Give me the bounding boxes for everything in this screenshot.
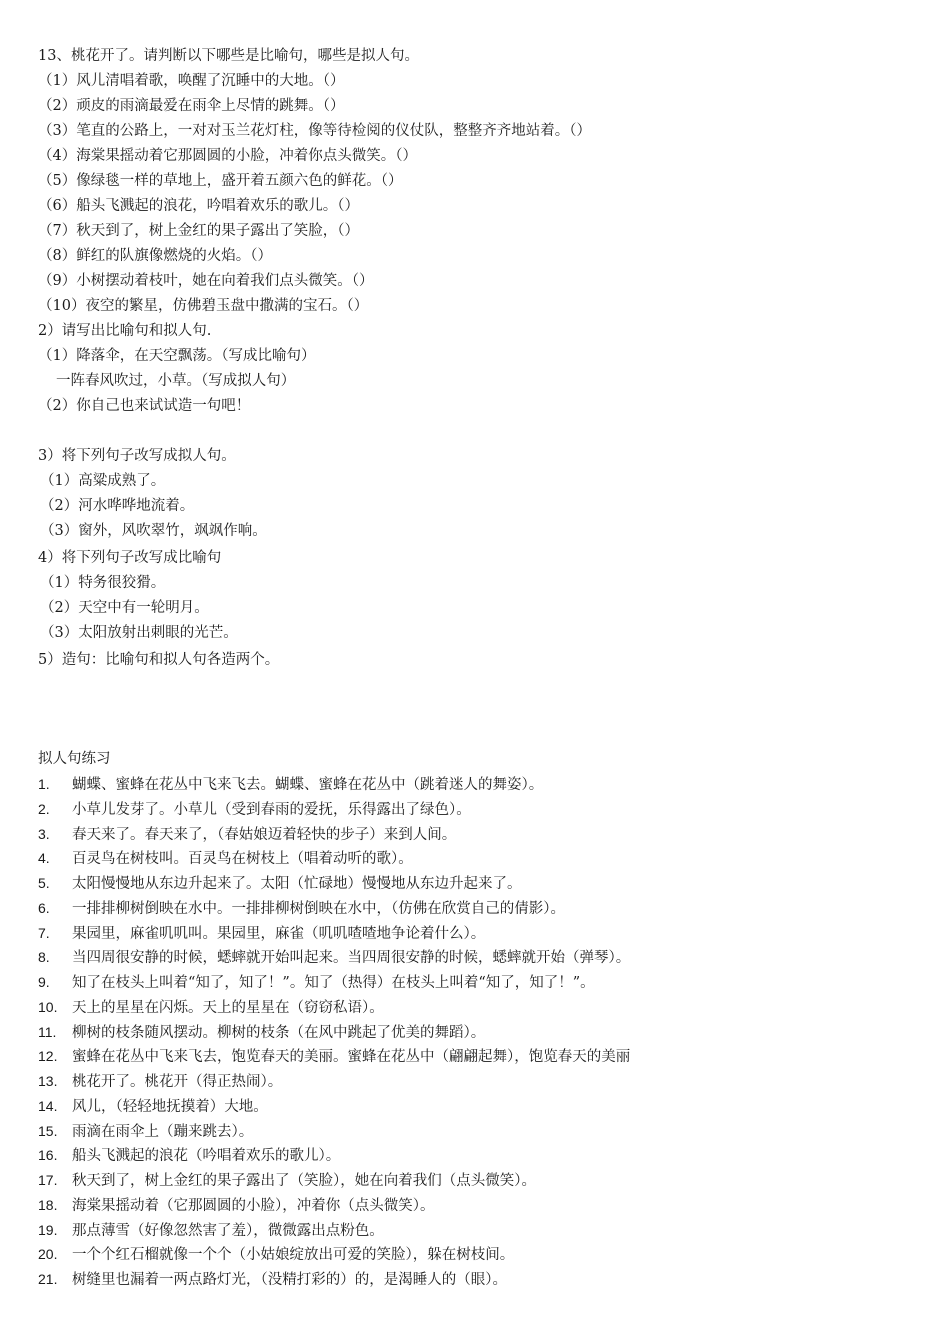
practice-item <box>38 1047 630 1065</box>
part-2-item-1: （1）降落伞，在天空飘荡。（写成比喻句） <box>38 348 316 364</box>
practice-item-text: 果园里，麻雀叽叽叫。果园里，麻雀（叽叽喳喳地争论着什么）。 <box>72 925 486 942</box>
practice-item-text: 秋天到了，树上金红的果子露出了（笑脸），她在向着我们（点头微笑）。 <box>72 1173 536 1189</box>
practice-item <box>38 899 565 917</box>
part-2-heading: 2）请写出比喻句和拟人句. <box>38 323 212 339</box>
practice-item-text: 天上的星星在闪烁。天上的星星在（窃窃私语）。 <box>72 999 384 1016</box>
practice-item <box>38 1221 384 1239</box>
practice-item-text: 一个个红石榴就像一个个（小姑娘绽放出可爱的笑脸），躲在树枝间。 <box>72 1247 515 1264</box>
practice-item-number: 13. <box>38 1073 58 1089</box>
practice-item-number: 9. <box>38 974 50 990</box>
practice-title: 拟人句练习 <box>38 751 111 767</box>
practice-item <box>38 1146 340 1164</box>
practice-item <box>38 849 413 867</box>
part-2-item-1b: 一阵春风吹过，小草。（写成拟人句） <box>56 373 296 389</box>
question-13-item-2: （2）顽皮的雨滴最爱在雨伞上尽情的跳舞。（） <box>38 98 345 114</box>
practice-item <box>38 998 384 1016</box>
practice-item-text: 百灵鸟在树枝叫。百灵鸟在树枝上（唱着动听的歌）。 <box>72 851 413 868</box>
practice-item-number: 16. <box>38 1147 58 1164</box>
practice-item <box>38 924 485 942</box>
practice-item <box>38 825 456 843</box>
question-13-heading: 13、桃花开了。请判断以下哪些是比喻句，哪些是拟人句。 <box>38 48 419 64</box>
practice-item-number: 10. <box>38 998 58 1015</box>
question-13-item-4: （4）海棠果摇动着它那圆圆的小脸，冲着你点头微笑。（） <box>38 148 417 164</box>
practice-item-text: 小草儿发芽了。小草儿（受到春雨的爱抚，乐得露出了绿色）。 <box>72 801 471 818</box>
practice-item-text: 那点薄雪（好像忽然害了羞），微微露出点粉色。 <box>72 1222 384 1239</box>
practice-item <box>38 1245 514 1263</box>
practice-item-text: 蜜蜂在花丛中飞来飞去，饱览春天的美丽。蜜蜂在花丛中（翩翩起舞），饱览春天的美丽 <box>72 1049 631 1066</box>
question-13-item-3: （3）笔直的公路上，一对对玉兰花灯柱，像等待检阅的仪仗队，整整齐齐地站着。（） <box>38 123 591 139</box>
practice-item-number: 11. <box>38 1023 57 1040</box>
part-5-heading: 5）造句：比喻句和拟人句各造两个。 <box>38 652 280 668</box>
practice-item-number: 2. <box>38 800 50 817</box>
part-4-heading: 4）将下列句子改写成比喻句 <box>38 550 222 566</box>
part-4-item-3: （3）太阳放射出刺眼的光芒。 <box>40 625 238 641</box>
practice-item-number: 21. <box>38 1271 58 1287</box>
practice-item-number: 6. <box>38 899 50 916</box>
part-4-item-1: （1）特务很狡猾。 <box>40 575 166 591</box>
question-13-item-1: （1）风儿清唱着歌，唤醒了沉睡中的大地。（） <box>38 73 345 89</box>
practice-item-text: 风儿，（轻轻地抚摸着）大地。 <box>72 1098 268 1115</box>
practice-item <box>38 1270 507 1288</box>
practice-item <box>38 1171 536 1189</box>
practice-item-text: 桃花开了。桃花开（得正热闹）。 <box>72 1074 283 1090</box>
practice-item-text: 雨滴在雨伞上（蹦来跳去）。 <box>72 1123 254 1140</box>
part-3-item-1: （1）高粱成熟了。 <box>40 473 166 489</box>
practice-item-text: 船头飞溅起的浪花（吟唱着欢乐的歌儿）。 <box>72 1148 341 1165</box>
practice-item-text: 柳树的枝条随风摆动。柳树的枝条（在风中跳起了优美的舞蹈）。 <box>72 1024 486 1041</box>
part-2-item-2: （2）你自己也来试试造一句吧！ <box>38 398 251 414</box>
part-3-item-2: （2）河水哗哗地流着。 <box>40 498 195 514</box>
part-3-item-3: （3）窗外，风吹翠竹，飒飒作响。 <box>40 523 267 539</box>
part-3-heading: 3）将下列句子改写成拟人句。 <box>38 448 236 464</box>
practice-item-text: 春天来了。春天来了，（春姑娘迈着轻快的步子）来到人间。 <box>72 826 457 843</box>
practice-item-number: 15. <box>38 1122 58 1139</box>
practice-item <box>38 1196 435 1214</box>
question-13-item-9: （9）小树摆动着枝叶，她在向着我们点头微笑。（） <box>38 273 374 289</box>
practice-item <box>38 1072 282 1090</box>
practice-item-number: 5. <box>38 875 50 891</box>
question-13-item-5: （5）像绿毯一样的草地上，盛开着五颜六色的鲜花。（） <box>38 173 403 189</box>
practice-item-text: 蝴蝶、蜜蜂在花丛中飞来飞去。蝴蝶、蜜蜂在花丛中（跳着迷人的舞姿）。 <box>72 777 544 793</box>
question-13-item-10: （10）夜空的繁星，仿佛碧玉盘中撒满的宝石。（） <box>38 298 369 314</box>
practice-item-text: 树缝里也漏着一两点路灯光，（没精打彩的）的，是渴睡人的（眼）。 <box>72 1272 507 1288</box>
practice-item-number: 14. <box>38 1097 58 1114</box>
practice-item-text: 一排排柳树倒映在水中。一排排柳树倒映在水中，（仿佛在欣赏自己的倩影）。 <box>72 900 565 917</box>
practice-item-number: 20. <box>38 1246 58 1263</box>
practice-item <box>38 948 630 966</box>
practice-item-number: 1. <box>38 776 50 792</box>
practice-item <box>38 800 471 818</box>
question-13-item-7: （7）秋天到了，树上金红的果子露出了笑脸，（） <box>38 223 359 239</box>
practice-item-number: 18. <box>38 1196 58 1213</box>
question-13-item-6: （6）船头飞溅起的浪花，吟唱着欢乐的歌儿。（） <box>38 198 359 214</box>
practice-item-text: 当四周很安静的时候，蟋蟀就开始叫起来。当四周很安静的时候，蟋蟀就开始（弹琴）。 <box>72 950 631 967</box>
practice-item <box>38 973 595 991</box>
practice-item-number: 8. <box>38 949 50 966</box>
question-13-item-8: （8）鲜红的队旗像燃烧的火焰。（） <box>38 248 272 264</box>
practice-item-number: 4. <box>38 850 50 867</box>
part-4-item-2: （2）天空中有一轮明月。 <box>40 600 209 616</box>
practice-item-number: 12. <box>38 1048 58 1065</box>
practice-item <box>38 775 543 793</box>
practice-item-number: 3. <box>38 825 50 842</box>
practice-item <box>38 1122 253 1140</box>
practice-item-number: 7. <box>38 924 50 941</box>
practice-item <box>38 1097 268 1115</box>
practice-item-text: 知了在枝头上叫着“知了，知了！”。知了（热得）在枝头上叫着“知了，知了！”。 <box>72 975 595 991</box>
practice-item-text: 海棠果摇动着（它那圆圆的小脸），冲着你（点头微笑）。 <box>72 1197 435 1214</box>
practice-item-number: 17. <box>38 1172 58 1188</box>
practice-item-text: 太阳慢慢地从东边升起来了。太阳（忙碌地）慢慢地从东边升起来了。 <box>72 876 522 892</box>
practice-item <box>38 874 522 892</box>
practice-item-number: 19. <box>38 1221 58 1238</box>
practice-item <box>38 1023 485 1041</box>
